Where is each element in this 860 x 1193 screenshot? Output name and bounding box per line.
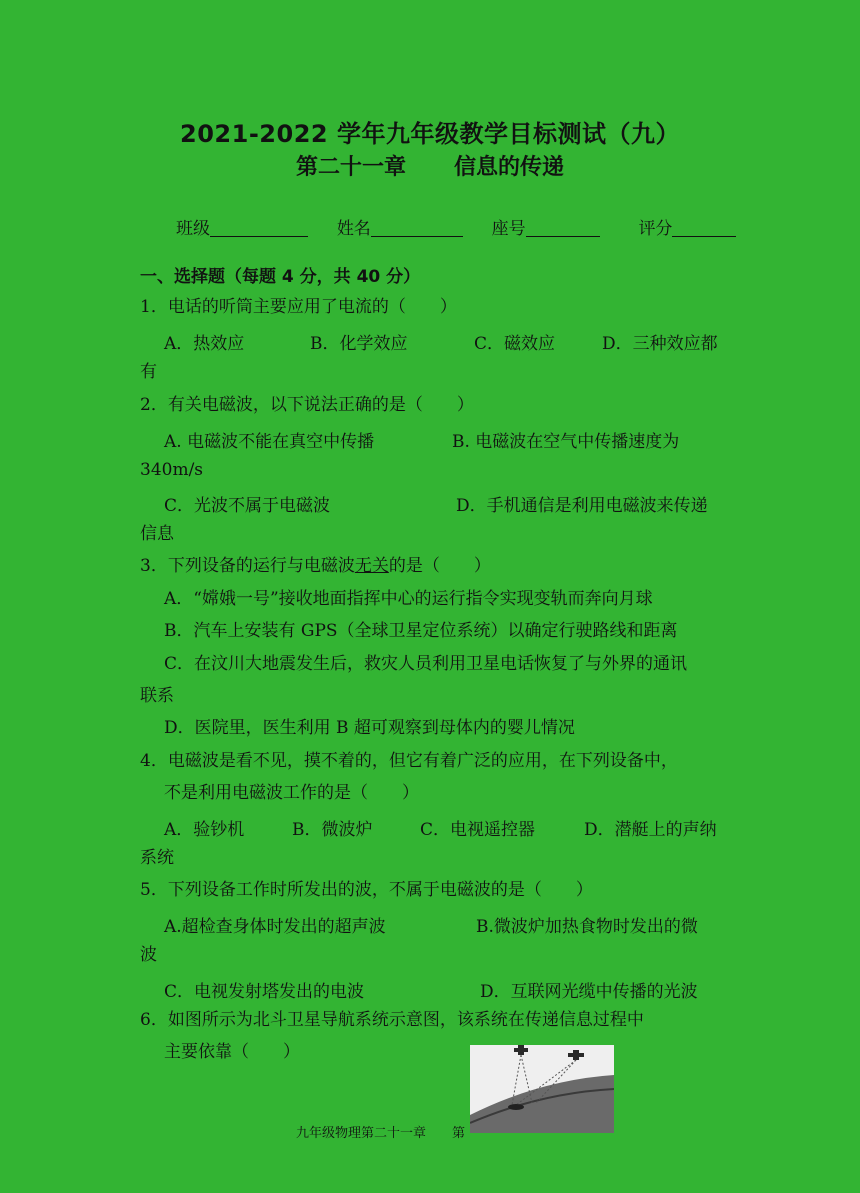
q3-stem-post: 的是（ ）	[388, 556, 491, 576]
q4-option-b: B．微波炉	[292, 820, 373, 840]
score-label: 评分	[638, 219, 673, 239]
q4-option-d: D．潜艇上的声纳	[584, 820, 717, 840]
q6-stem: 6．如图所示为北斗卫星导航系统示意图，该系统在传递信息过程中	[140, 1010, 644, 1030]
q3-stem-pre: 3．下列设备的运行与电磁波	[140, 556, 355, 576]
q1-option-d: D．三种效应都	[602, 334, 718, 354]
q3-stem	[140, 556, 491, 576]
q3-option-b: B．汽车上安装有 GPS（全球卫星定位系统）以确定行驶路线和距离	[164, 621, 678, 641]
q4-stem: 4．电磁波是看不见，摸不着的，但它有着广泛的应用，在下列设备中，	[140, 751, 678, 771]
q3-option-c-wrap: 联系	[140, 686, 174, 706]
score-blank[interactable]	[672, 218, 736, 237]
q4-option-a: A．验钞机	[164, 820, 245, 840]
q2-option-b-wrap: 340m/s	[140, 460, 204, 480]
q3-option-c: C．在汶川大地震发生后，救灾人员利用卫星电话恢复了与外界的通讯	[164, 654, 688, 674]
chapter-subtitle	[0, 150, 860, 181]
seat-blank[interactable]	[526, 218, 600, 237]
name-blank[interactable]	[371, 218, 463, 237]
q5-option-c: C．电视发射塔发出的电波	[164, 982, 365, 1002]
chapter-label: 第二十一章	[295, 155, 406, 180]
q3-stem-underlined: 无关	[354, 556, 389, 576]
q1-stem: 1．电话的听筒主要应用了电流的（ ）	[140, 297, 457, 317]
q2-option-c: C．光波不属于电磁波	[164, 496, 331, 516]
q5-stem: 5．下列设备工作时所发出的波，不属于电磁波的是（ ）	[140, 880, 593, 900]
seat-label: 座号	[491, 219, 526, 239]
q5-option-b-wrap: 波	[140, 945, 157, 965]
q5-option-d: D．互联网光缆中传播的光波	[480, 982, 698, 1002]
q3-option-a: A．“嫦娥一号”接收地面指挥中心的运行指令实现变轨而奔向月球	[164, 589, 653, 609]
q2-option-b: B. 电磁波在空气中传播速度为	[452, 432, 680, 452]
section-heading: 一、选择题（每题 4 分，共 40 分）	[140, 267, 421, 287]
class-label: 班级	[176, 219, 210, 239]
q2-option-a: A. 电磁波不能在真空中传播	[164, 432, 375, 452]
exam-title: 2021-2022 学年九年级教学目标测试（九）	[180, 120, 680, 148]
q5-option-b: B.微波炉加热食物时发出的微	[476, 917, 698, 937]
student-info-row	[176, 214, 736, 239]
name-label: 姓名	[336, 219, 371, 239]
page-footer: 九年级物理第二十一章 第	[296, 1126, 466, 1141]
q2-stem: 2．有关电磁波，以下说法正确的是（ ）	[140, 395, 474, 415]
class-blank[interactable]	[210, 218, 308, 237]
satellite-diagram-icon	[470, 1045, 614, 1133]
satellite-navigation-photo	[470, 1045, 614, 1133]
q1-option-c: C．磁效应	[474, 334, 556, 354]
q5-option-a: A.超检查身体时发出的超声波	[164, 917, 386, 937]
q3-option-d: D．医院里，医生利用 B 超可观察到母体内的婴儿情况	[164, 718, 575, 738]
chapter-topic: 信息的传递	[454, 155, 565, 180]
q2-option-d-wrap: 信息	[140, 524, 174, 544]
q4-stem-line2: 不是利用电磁波工作的是（ ）	[164, 783, 419, 803]
q1-option-d-wrap: 有	[140, 362, 157, 382]
q1-option-a: A．热效应	[164, 334, 245, 354]
q4-option-c: C．电视遥控器	[420, 820, 536, 840]
q6-stem-line2: 主要依靠（ ）	[164, 1042, 300, 1062]
q1-option-b: B．化学效应	[310, 334, 408, 354]
q4-option-d-wrap: 系统	[140, 848, 174, 868]
q2-option-d: D．手机通信是利用电磁波来传递	[456, 496, 708, 516]
